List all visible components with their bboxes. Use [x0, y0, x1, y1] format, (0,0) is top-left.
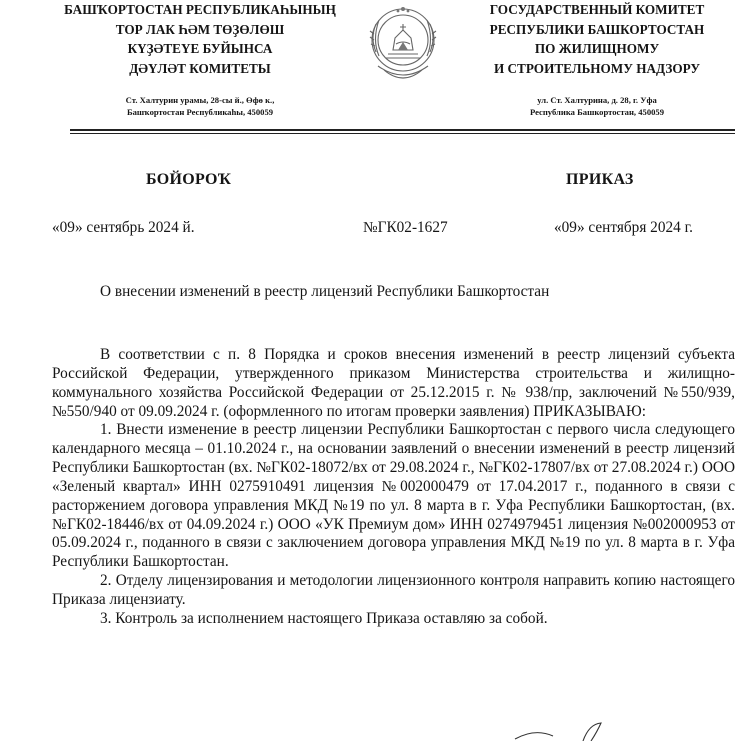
- org-name-line: КҮҘӘТЕҮЕ БУЙЫНСА: [127, 41, 273, 57]
- body-paragraph: 1. Внести изменение в реестр лицензии Республики Башкортостан с первого числа следующего календарного месяца – 01.10.2024 г., на основании заявлений о внесении изменений в реестр лицензий Республики Башкортостан (вх. №ГК02-18072/вх от 29.08.2024 г., №ГК02-17807/вх от 27.08.2024 г.) ООО «Зеленый квартал» ИНН 0275910491 лицензия №002000479 от 17.04.2017 г., поданного в связи с расторжением договора управления МКД №19 по ул. 8 марта в г. Уфа Республики Башкортостан, (вх. №ГК02-18446/вх от 04.09.2024 г.) ООО «УК Премиум дом» ИНН 0274979451 лицензия №002000953 от 05.09.2024 г., поданного в связи с заключением договора управления МКД №19 по ул. 8 марта в г. Уфа Республики Башкортостан.: [52, 421, 735, 571]
- header-divider: [70, 133, 735, 134]
- document-title-bashkir: БОЙОРОҠ: [146, 171, 232, 188]
- org-address-line: Ст. Халтурин урамы, 28-сы й., Өфө к.,: [125, 95, 275, 106]
- document-title-russian: ПРИКАЗ: [566, 171, 634, 188]
- document-body: [52, 346, 735, 629]
- org-name-line: РЕСПУБЛИКИ БАШКОРТОСТАН: [489, 21, 705, 37]
- document-date-russian: «09» сентября 2024 г.: [554, 219, 693, 236]
- org-address: [50, 95, 350, 118]
- org-name-line: ТОР ЛАК ҺӘМ ТӨҘӨЛӨШ: [115, 21, 285, 37]
- document-subject: О внесении изменений в реестр лицензий Республики Башкортостан: [100, 283, 550, 300]
- bashkortostan-emblem-icon: [362, 0, 444, 88]
- org-address-line: Башҡортостан Республикаһы, 450059: [126, 106, 274, 117]
- document-date-bashkir: «09» сентябрь 2024 й.: [52, 219, 195, 236]
- signature-stroke: [505, 722, 625, 741]
- body-paragraph: 2. Отделу лицензирования и методологии лицензионного контроля направить копию настоящего Приказа лицензиату.: [52, 572, 735, 608]
- org-name-line: ГОСУДАРСТВЕННЫЙ КОМИТЕТ: [489, 2, 705, 17]
- org-name-line: БАШҠОРТОСТАН РЕСПУБЛИКАҺЫНЫҢ: [64, 2, 336, 17]
- org-address-line: Республика Башкортостан, 450059: [529, 106, 665, 117]
- body-paragraph: 3. Контроль за исполнением настоящего Приказа оставляю за собой.: [100, 609, 548, 627]
- org-address-line: ул. Ст. Халтурина, д. 28, г. Уфа: [537, 95, 657, 106]
- header-left-org: [50, 0, 350, 118]
- org-name-line: ПО ЖИЛИЩНОМУ: [534, 41, 660, 57]
- org-address: [456, 95, 738, 118]
- document-number: №ГК02-1627: [363, 219, 448, 236]
- org-name-line: И СТРОИТЕЛЬНОМУ НАДЗОРУ: [493, 60, 701, 76]
- org-name-line: ДӘҮЛӘТ КОМИТЕТЫ: [129, 60, 271, 76]
- header-divider: [70, 129, 735, 131]
- header-right-org: [456, 0, 738, 118]
- body-paragraph: В соответствии с п. 8 Порядка и сроков внесения изменений в реестр лицензий субъекта Российской Федерации, утвержденного приказом Министерства строительства и жилищно-коммунального хозяйства Российской Федерации от 25.12.2015 г. № 938/пр, заключений №550/939, №550/940 от 09.09.2024 г. (оформленного по итогам проверки заявления) ПРИКАЗЫВАЮ:: [52, 346, 735, 420]
